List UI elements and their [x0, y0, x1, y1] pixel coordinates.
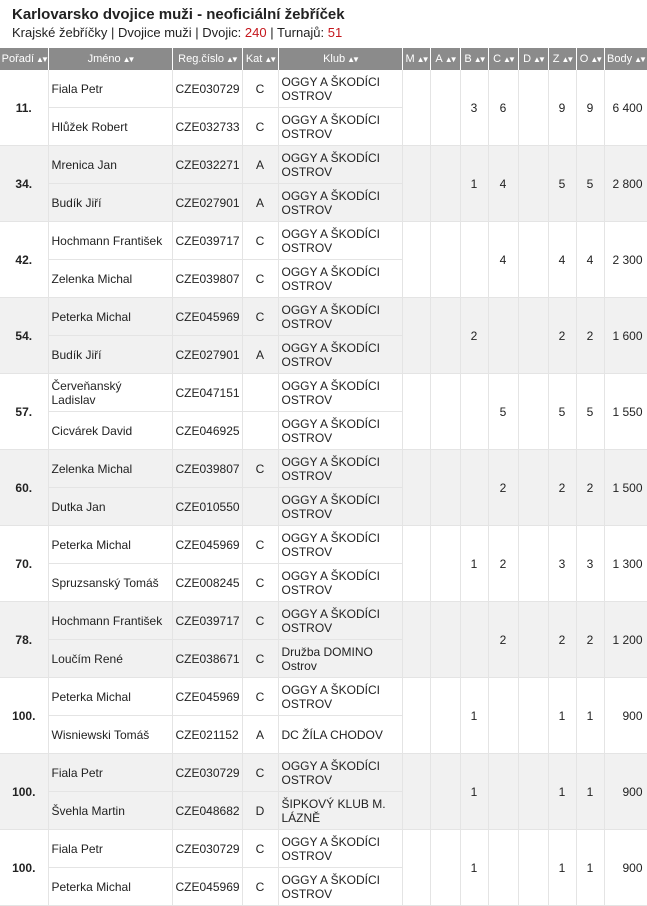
club-cell: OGGY A ŠKODÍCI OSTROV [278, 222, 402, 260]
player-name: Červeňanský Ladislav [48, 374, 172, 412]
category-cell: A [242, 146, 278, 184]
category-cell: C [242, 108, 278, 146]
stat-d [518, 70, 548, 146]
stat-b: 2 [460, 298, 488, 374]
reg-number: CZE030729 [172, 70, 242, 108]
stat-b [460, 450, 488, 526]
sort-icon: ▲▼ [634, 55, 644, 64]
reg-number: CZE030729 [172, 754, 242, 792]
page-subtitle [12, 25, 639, 41]
stat-c: 5 [488, 374, 518, 450]
category-cell: C [242, 260, 278, 298]
column-label: Klub [323, 53, 346, 65]
column-header-name[interactable] [48, 48, 172, 70]
column-label: C [493, 53, 502, 65]
reg-number: CZE048682 [172, 792, 242, 830]
stat-b [460, 602, 488, 678]
stat-d [518, 602, 548, 678]
stat-d [518, 298, 548, 374]
stat-m [402, 146, 430, 222]
pairs-count: 240 [244, 25, 267, 40]
stat-b: 1 [460, 146, 488, 222]
rank-cell: 57. [0, 374, 48, 450]
club-cell: OGGY A ŠKODÍCI OSTROV [278, 146, 402, 184]
column-header-z[interactable] [548, 48, 576, 70]
column-label: B [464, 53, 472, 65]
stat-a [430, 526, 460, 602]
points-cell: 2 300 [604, 222, 647, 298]
club-cell: OGGY A ŠKODÍCI OSTROV [278, 336, 402, 374]
stat-o: 1 [576, 678, 604, 754]
column-header-kat[interactable] [242, 48, 278, 70]
stat-o: 5 [576, 146, 604, 222]
column-header-club[interactable] [278, 48, 402, 70]
column-label: A [435, 53, 443, 65]
stat-z: 2 [548, 298, 576, 374]
stat-o: 2 [576, 298, 604, 374]
stat-a [430, 602, 460, 678]
club-cell: OGGY A ŠKODÍCI OSTROV [278, 108, 402, 146]
stat-z: 5 [548, 146, 576, 222]
club-cell: OGGY A ŠKODÍCI OSTROV [278, 488, 402, 526]
category-cell: C [242, 830, 278, 868]
stat-d [518, 830, 548, 906]
rank-cell: 100. [0, 754, 48, 830]
player-name: Loučím René [48, 640, 172, 678]
category-cell [242, 374, 278, 412]
sort-icon: ▲▼ [473, 55, 484, 64]
stat-c [488, 830, 518, 906]
column-header-b[interactable] [460, 48, 488, 70]
ranking-table [0, 48, 647, 906]
column-label: Kat [245, 53, 263, 65]
stat-m [402, 450, 430, 526]
column-label: D [523, 53, 532, 65]
column-label: Pořadí [1, 53, 35, 65]
sort-icon: ▲▼ [264, 55, 275, 64]
category-cell: C [242, 298, 278, 336]
sort-icon: ▲▼ [444, 55, 455, 64]
subtitle-mid: | Turnajů: [266, 25, 328, 40]
points-cell: 900 [604, 678, 647, 754]
stat-m [402, 602, 430, 678]
stat-z: 9 [548, 70, 576, 146]
reg-number: CZE045969 [172, 526, 242, 564]
player-name: Wisniewski Tomáš [48, 716, 172, 754]
reg-number: CZE045969 [172, 298, 242, 336]
reg-number: CZE027901 [172, 336, 242, 374]
stat-b: 1 [460, 678, 488, 754]
player-name: Fiala Petr [48, 830, 172, 868]
player-name: Hochmann František [48, 222, 172, 260]
stat-b: 3 [460, 70, 488, 146]
stat-a [430, 450, 460, 526]
reg-number: CZE039717 [172, 222, 242, 260]
sort-icon: ▲▼ [36, 55, 46, 64]
rank-cell: 54. [0, 298, 48, 374]
club-cell: OGGY A ŠKODÍCI OSTROV [278, 298, 402, 336]
club-cell: OGGY A ŠKODÍCI OSTROV [278, 184, 402, 222]
stat-d [518, 146, 548, 222]
stat-c: 2 [488, 602, 518, 678]
column-label: Reg.číslo [178, 53, 224, 65]
sort-icon: ▲▼ [503, 55, 513, 64]
stat-c [488, 678, 518, 754]
category-cell: A [242, 336, 278, 374]
reg-number: CZE039807 [172, 260, 242, 298]
category-cell: C [242, 450, 278, 488]
club-cell: OGGY A ŠKODÍCI OSTROV [278, 754, 402, 792]
player-name: Peterka Michal [48, 678, 172, 716]
reg-number: CZE021152 [172, 716, 242, 754]
column-header-m[interactable] [402, 48, 430, 70]
player-name: Dutka Jan [48, 488, 172, 526]
stat-a [430, 70, 460, 146]
table-row [0, 374, 647, 412]
club-cell: DC ŽÍLA CHODOV [278, 716, 402, 754]
stat-a [430, 298, 460, 374]
column-label: O [579, 53, 589, 65]
stat-d [518, 222, 548, 298]
tournaments-count: 51 [327, 25, 343, 40]
rank-cell: 11. [0, 70, 48, 146]
stat-z: 1 [548, 754, 576, 830]
stat-m [402, 298, 430, 374]
page-title: Karlovarsko dvojice muži - neoficiální žebříček [12, 6, 345, 23]
player-name: Peterka Michal [48, 868, 172, 906]
column-label: Z [552, 53, 560, 65]
reg-number: CZE039717 [172, 602, 242, 640]
points-cell: 1 550 [604, 374, 647, 450]
points-cell: 6 400 [604, 70, 647, 146]
stat-d [518, 678, 548, 754]
club-cell: OGGY A ŠKODÍCI OSTROV [278, 260, 402, 298]
sort-icon: ▲▼ [561, 55, 572, 64]
player-name: Hochmann František [48, 602, 172, 640]
points-cell: 900 [604, 830, 647, 906]
points-cell: 2 800 [604, 146, 647, 222]
table-header-row [0, 48, 647, 70]
stat-b: 1 [460, 830, 488, 906]
points-cell: 1 500 [604, 450, 647, 526]
player-name: Budík Jiří [48, 184, 172, 222]
stat-c: 2 [488, 450, 518, 526]
rank-cell: 70. [0, 526, 48, 602]
table-row [0, 754, 647, 792]
column-header-points[interactable] [604, 48, 647, 70]
stat-d [518, 526, 548, 602]
page-header [0, 0, 647, 48]
rank-cell: 60. [0, 450, 48, 526]
category-cell: C [242, 640, 278, 678]
stat-o: 9 [576, 70, 604, 146]
rank-cell: 42. [0, 222, 48, 298]
club-cell: OGGY A ŠKODÍCI OSTROV [278, 70, 402, 108]
stat-d [518, 450, 548, 526]
reg-number: CZE010550 [172, 488, 242, 526]
club-cell: OGGY A ŠKODÍCI OSTROV [278, 678, 402, 716]
points-cell: 1 200 [604, 602, 647, 678]
reg-number: CZE039807 [172, 450, 242, 488]
reg-number: CZE046925 [172, 412, 242, 450]
reg-number: CZE045969 [172, 868, 242, 906]
player-name: Peterka Michal [48, 526, 172, 564]
stat-c: 6 [488, 70, 518, 146]
column-label: M [405, 53, 415, 65]
column-header-a[interactable] [430, 48, 460, 70]
player-name: Cicvárek David [48, 412, 172, 450]
stat-b: 1 [460, 526, 488, 602]
stat-o: 2 [576, 602, 604, 678]
stat-m [402, 526, 430, 602]
reg-number: CZE047151 [172, 374, 242, 412]
stat-o: 2 [576, 450, 604, 526]
subtitle-prefix: Krajské žebříčky | Dvojice muži | Dvojic: [12, 25, 245, 40]
column-header-c[interactable] [488, 48, 518, 70]
stat-z: 2 [548, 450, 576, 526]
stat-z: 1 [548, 830, 576, 906]
player-name: Mrenica Jan [48, 146, 172, 184]
stat-m [402, 830, 430, 906]
stat-z: 5 [548, 374, 576, 450]
stat-z: 3 [548, 526, 576, 602]
stat-c [488, 298, 518, 374]
stat-c: 2 [488, 526, 518, 602]
stat-o: 1 [576, 830, 604, 906]
stat-a [430, 754, 460, 830]
category-cell: C [242, 70, 278, 108]
stat-z: 2 [548, 602, 576, 678]
sort-icon: ▲▼ [226, 55, 236, 64]
stat-m [402, 70, 430, 146]
stat-b [460, 374, 488, 450]
table-row [0, 602, 647, 640]
stat-m [402, 222, 430, 298]
reg-number: CZE027901 [172, 184, 242, 222]
player-name: Hlůžek Robert [48, 108, 172, 146]
column-header-o[interactable] [576, 48, 604, 70]
stat-a [430, 146, 460, 222]
category-cell [242, 412, 278, 450]
club-cell: OGGY A ŠKODÍCI OSTROV [278, 526, 402, 564]
stat-b [460, 222, 488, 298]
club-cell: OGGY A ŠKODÍCI OSTROV [278, 450, 402, 488]
column-header-reg[interactable] [172, 48, 242, 70]
stat-b: 1 [460, 754, 488, 830]
sort-icon: ▲▼ [122, 55, 133, 64]
reg-number: CZE032733 [172, 108, 242, 146]
table-row [0, 222, 647, 260]
category-cell: A [242, 716, 278, 754]
stat-c: 4 [488, 222, 518, 298]
category-cell: C [242, 754, 278, 792]
category-cell: C [242, 222, 278, 260]
reg-number: CZE038671 [172, 640, 242, 678]
club-cell: OGGY A ŠKODÍCI OSTROV [278, 868, 402, 906]
category-cell: C [242, 602, 278, 640]
player-name: Fiala Petr [48, 754, 172, 792]
club-cell: OGGY A ŠKODÍCI OSTROV [278, 830, 402, 868]
category-cell: C [242, 678, 278, 716]
rank-cell: 34. [0, 146, 48, 222]
column-label: Body [607, 53, 633, 65]
sort-icon: ▲▼ [416, 55, 427, 64]
stat-m [402, 374, 430, 450]
category-cell: C [242, 868, 278, 906]
stat-o: 3 [576, 526, 604, 602]
club-cell: OGGY A ŠKODÍCI OSTROV [278, 412, 402, 450]
player-name: Peterka Michal [48, 298, 172, 336]
player-name: Švehla Martin [48, 792, 172, 830]
table-row [0, 70, 647, 108]
player-name: Zelenka Michal [48, 260, 172, 298]
column-label: Jméno [87, 53, 121, 65]
rank-cell: 100. [0, 830, 48, 906]
points-cell: 900 [604, 754, 647, 830]
club-cell: OGGY A ŠKODÍCI OSTROV [278, 374, 402, 412]
stat-c: 4 [488, 146, 518, 222]
category-cell: D [242, 792, 278, 830]
reg-number: CZE008245 [172, 564, 242, 602]
club-cell: Družba DOMINO Ostrov [278, 640, 402, 678]
table-row [0, 678, 647, 716]
sort-icon: ▲▼ [590, 55, 601, 64]
table-row [0, 830, 647, 868]
table-row [0, 298, 647, 336]
sort-icon: ▲▼ [533, 55, 543, 64]
column-header-rank[interactable] [0, 48, 48, 70]
sort-icon: ▲▼ [347, 55, 357, 64]
stat-c [488, 754, 518, 830]
points-cell: 1 300 [604, 526, 647, 602]
stat-o: 5 [576, 374, 604, 450]
stat-m [402, 754, 430, 830]
stat-z: 1 [548, 678, 576, 754]
player-name: Spruzsanský Tomáš [48, 564, 172, 602]
player-name: Zelenka Michal [48, 450, 172, 488]
club-cell: ŠIPKOVÝ KLUB M. LÁZNĚ [278, 792, 402, 830]
player-name: Budík Jiří [48, 336, 172, 374]
stat-o: 1 [576, 754, 604, 830]
stat-m [402, 678, 430, 754]
rank-cell: 78. [0, 602, 48, 678]
table-row [0, 146, 647, 184]
table-row [0, 450, 647, 488]
table-body [0, 70, 647, 906]
club-cell: OGGY A ŠKODÍCI OSTROV [278, 564, 402, 602]
points-cell: 1 600 [604, 298, 647, 374]
reg-number: CZE045969 [172, 678, 242, 716]
stat-a [430, 222, 460, 298]
category-cell: C [242, 526, 278, 564]
stat-o: 4 [576, 222, 604, 298]
stat-d [518, 374, 548, 450]
column-header-d[interactable] [518, 48, 548, 70]
reg-number: CZE032271 [172, 146, 242, 184]
table-row [0, 526, 647, 564]
stat-a [430, 678, 460, 754]
category-cell: A [242, 184, 278, 222]
stat-z: 4 [548, 222, 576, 298]
player-name: Fiala Petr [48, 70, 172, 108]
reg-number: CZE030729 [172, 830, 242, 868]
stat-d [518, 754, 548, 830]
stat-a [430, 374, 460, 450]
club-cell: OGGY A ŠKODÍCI OSTROV [278, 602, 402, 640]
stat-a [430, 830, 460, 906]
rank-cell: 100. [0, 678, 48, 754]
category-cell: C [242, 564, 278, 602]
category-cell [242, 488, 278, 526]
